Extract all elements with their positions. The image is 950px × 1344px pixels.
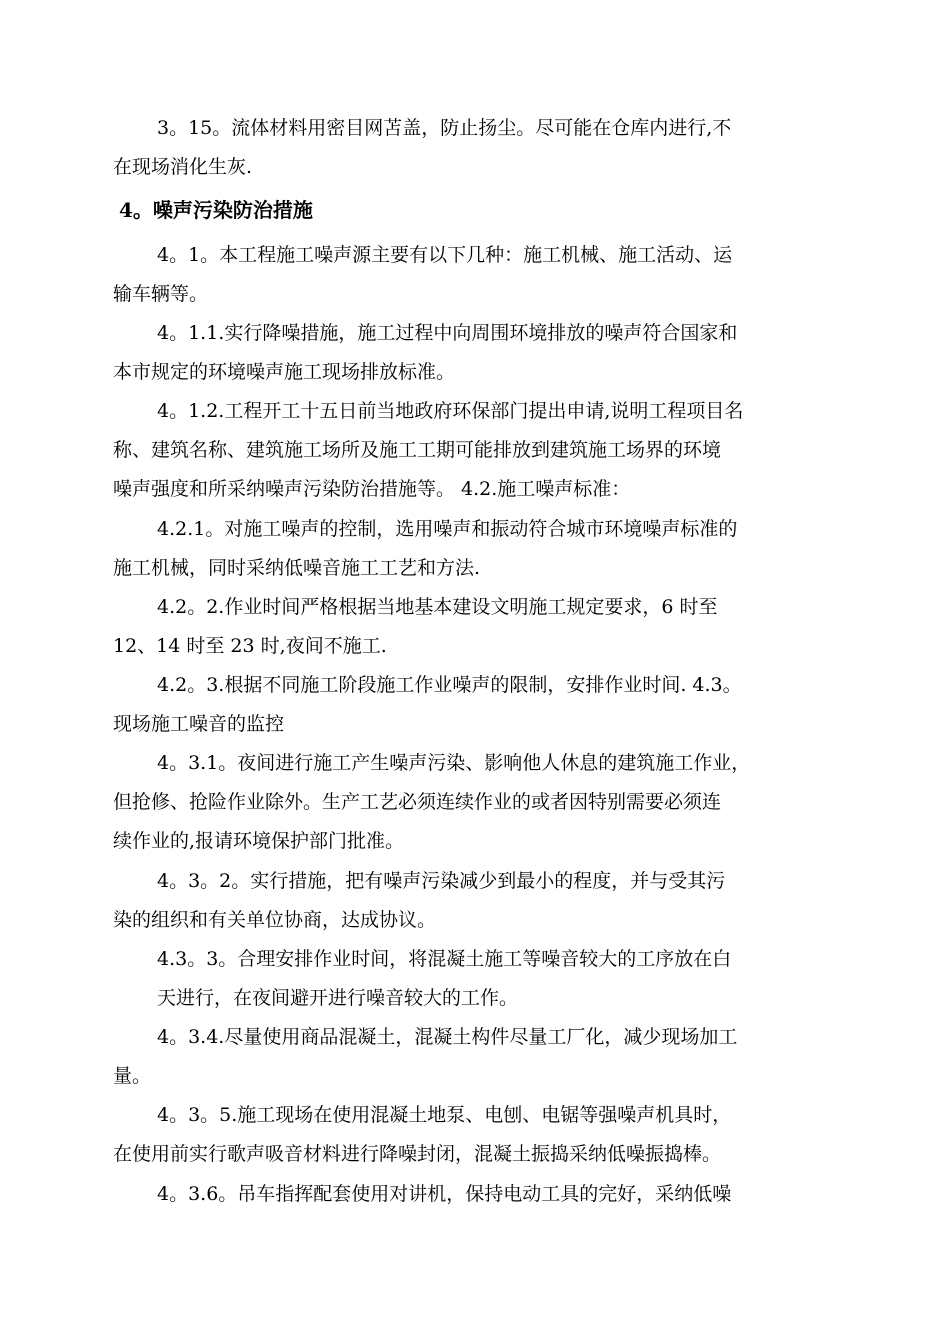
text-line: 4。3.6。吊车指挥配套使用对讲机，保持电动工具的完好，采纳低噪 [157,1183,732,1205]
text-line: 在使用前实行歌声吸音材料进行降噪封闭，混凝土振捣采纳低噪振捣棒。 [113,1143,722,1165]
text-line: 4.3。3。合理安排作业时间，将混凝土施工等噪音较大的工序放在白 [157,948,732,970]
text-line: 量。 [113,1065,152,1087]
text-line: 4。1。本工程施工噪声源主要有以下几种：施工机械、施工活动、运 [157,244,733,266]
section-heading: 4。噪声污染防治措施 [119,198,313,222]
text-line: 在现场消化生灰. [113,156,253,178]
text-line: 12、14 时至 23 时,夜间不施工. [113,635,387,657]
text-line: 续作业的,报请环境保护部门批准。 [113,830,405,852]
text-line: 4。1.2.工程开工十五日前当地政府环保部门提出申请,说明工程项目名 [157,400,744,422]
text-line: 4.2。3.根据不同施工阶段施工作业噪声的限制，安排作业时间. 4.3。 [157,674,742,696]
text-line: 4。3.1。夜间进行施工产生噪声污染、影响他人休息的建筑施工作业， [157,752,751,774]
text-line: 4。3.4.尽量使用商品混凝土，混凝土构件尽量工厂化，减少现场加工 [157,1026,738,1048]
text-line: 3。15。流体材料用密目网苫盖，防止扬尘。尽可能在仓库内进行,不 [157,117,732,139]
text-line: 称、建筑名称、建筑施工场所及施工工期可能排放到建筑施工场界的环境 [113,439,722,461]
text-line: 但抢修、抢险作业除外。生产工艺必须连续作业的或者因特别需要必须连 [113,791,722,813]
text-line: 4。1.1.实行降噪措施，施工过程中向周围环境排放的噪声符合国家和 [157,322,738,344]
text-line: 施工机械，同时采纳低噪音施工工艺和方法. [113,557,481,579]
text-line: 4.2。2.作业时间严格根据当地基本建设文明施工规定要求，6 时至 [157,596,718,618]
text-line: 输车辆等。 [113,283,209,305]
text-line: 噪声强度和所采纳噪声污染防治措施等。 4.2.施工噪声标准： [113,478,631,500]
text-line: 染的组织和有关单位协商，达成协议。 [113,909,437,931]
text-line: 4.2.1。对施工噪声的控制，选用噪声和振动符合城市环境噪声标准的 [157,518,738,540]
text-line: 现场施工噪音的监控 [113,713,285,735]
text-line: 天进行，在夜间避开进行噪音较大的工作。 [157,987,519,1009]
text-line: 4。3。5.施工现场在使用混凝土地泵、电刨、电锯等强噪声机具时， [157,1104,732,1126]
text-line: 4。3。2。实行措施，把有噪声污染减少到最小的程度，并与受其污 [157,870,726,892]
text-line: 本市规定的环境噪声施工现场排放标准。 [113,361,456,383]
